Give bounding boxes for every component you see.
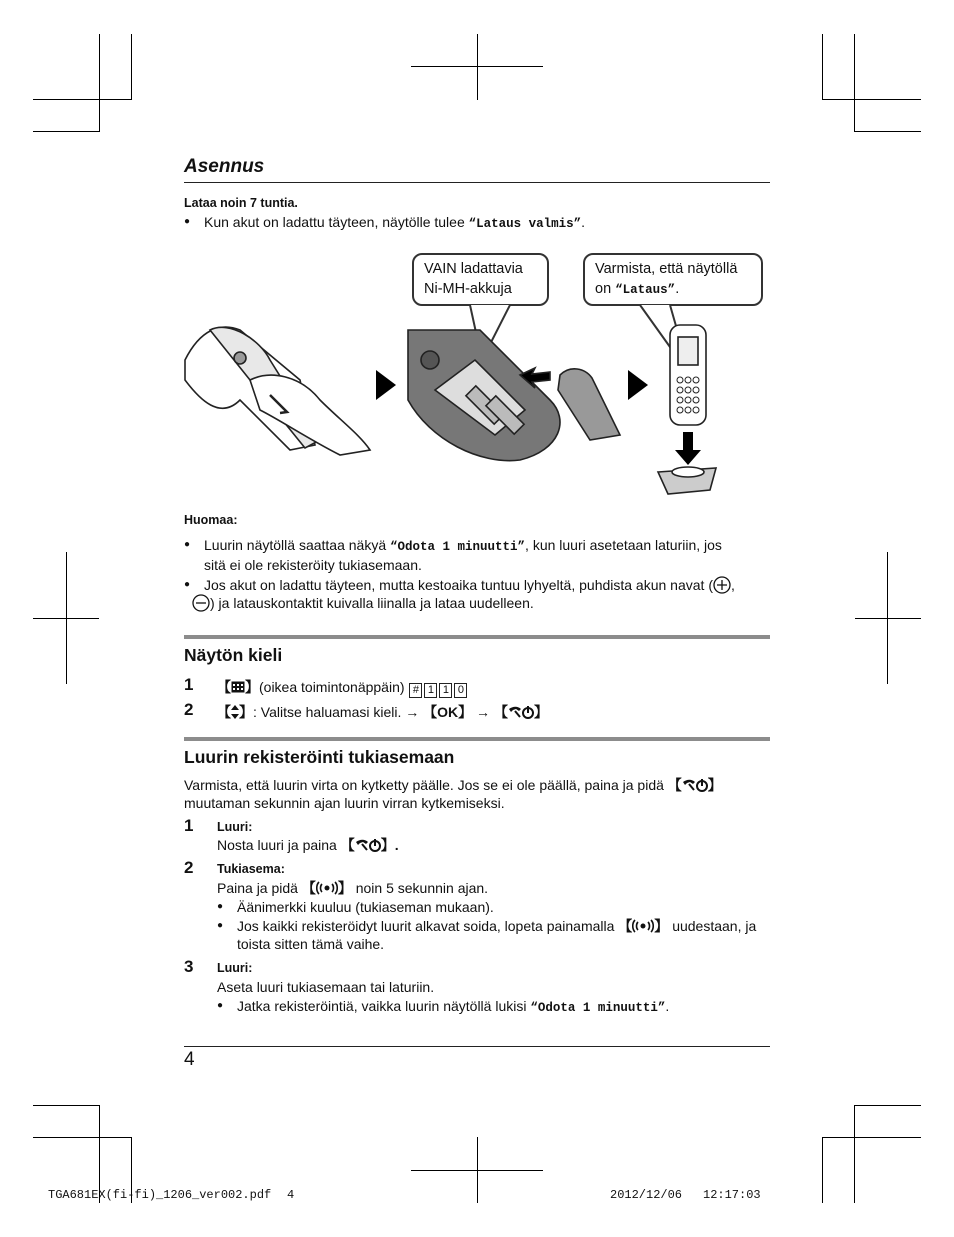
callout-battery-line1: VAIN ladattavia (424, 261, 523, 277)
callout-battery-line2: Ni-MH-akkuja (424, 281, 512, 297)
note-1-line2: sitä ei ole rekisteröity tukiasemaan. (204, 557, 422, 573)
off-power-key-icon (682, 778, 708, 792)
off-power-key-icon (508, 705, 534, 719)
registration-step-2-suffix: noin 5 sekunnin ajan. (355, 880, 489, 896)
language-step-1: 【 】(oikea toimintonäppäin) # 1 1 0 (217, 678, 468, 698)
callout-charging-check (583, 253, 763, 306)
step-arrow-1-icon (376, 370, 396, 400)
header-rule (184, 182, 770, 183)
language-section-title: Näytön kieli (184, 645, 283, 665)
ok-key: OK (437, 704, 459, 720)
registration-step-2-label: Tukiasema: (217, 862, 285, 876)
print-footer-file: TGA681EX(fi-fi)_1206_ver002.pdf (48, 1188, 272, 1202)
note-2-line2: ) ja latauskontaktit kuivalla liinalla ja lataa uudelleen. (210, 595, 534, 611)
language-step-2: 【 】: Valitse haluamasi kieli. → 【OK】 → 【 】 (217, 704, 548, 720)
registration-step-2-bullet-2-suffix: uudestaan, ja (672, 918, 757, 934)
print-footer-page: 4 (287, 1188, 295, 1202)
registration-step-3-number: 3 (184, 957, 194, 976)
step-arrow-2-icon (628, 370, 648, 400)
callout-battery-type (412, 253, 549, 306)
registration-step-3-bullet-text: Jatka rekisteröintiä, vaikka luurin näytöllä lukisi (237, 998, 531, 1014)
registration-step-2-number: 2 (184, 858, 194, 877)
locator-key-icon (316, 881, 338, 895)
callout-check-prefix: on (595, 281, 616, 297)
note-2 (204, 576, 735, 612)
registration-step-2-bullet-2-line2: toista sitten tämä vaihe. (237, 936, 385, 952)
key-hash: # (409, 683, 422, 698)
registration-step-3-text: Aseta luuri tukiasemaan tai laturiin. (217, 979, 435, 995)
footer-rule (184, 1046, 770, 1047)
up-down-nav-icon (231, 705, 239, 719)
key-1b: 1 (439, 683, 452, 698)
print-footer-time: 12:17:03 (703, 1188, 761, 1202)
note-1-suffix: , kun luuri asetetaan laturiin, jos (525, 537, 722, 553)
registration-intro-line2: muutaman sekunnin ajan luurin virran kytkemiseksi. (184, 795, 505, 811)
registration-step-3-code: “Odota 1 minuutti” (530, 1001, 666, 1015)
key-1a: 1 (424, 683, 437, 698)
arrow-right-icon-2: → (476, 704, 491, 720)
language-section-bar (184, 635, 770, 639)
registration-step-3-bullet-1 (237, 997, 669, 1017)
registration-step-2-text: Paina ja pidä (217, 880, 298, 896)
locator-key-icon (632, 919, 654, 933)
hand-opening-battery-cover-image (185, 327, 370, 455)
language-step-2-text: : Valitse haluamasi kieli. (253, 704, 402, 720)
print-footer-date: 2012/12/06 (610, 1188, 683, 1202)
registration-step-2-bullet-2: ● Jos kaikki rekisteröidyt luurit alkavat soida, lopeta painamalla 【 】 uudestaan, ja toista sitten tämä vaihe. (237, 917, 756, 953)
language-step-2-number: 2 (184, 700, 194, 719)
registration-step-1: Nosta luuri ja paina 【 】. (217, 837, 399, 853)
registration-step-2-bullet-2-text: Jos kaikki rekisteröidyt luurit alkavat soida, lopeta painamalla (237, 918, 615, 934)
charge-status-code: “Lataus valmis” (468, 217, 582, 231)
page-number: 4 (184, 1049, 195, 1070)
registration-step-2: Paina ja pidä 【 】 noin 5 sekunnin ajan. (217, 880, 489, 896)
menu-key-icon (231, 681, 245, 693)
registration-step-1-text: Nosta luuri ja paina (217, 837, 337, 853)
handset-on-charger-image (658, 325, 716, 494)
note-1 (204, 536, 722, 574)
registration-step-3-suffix: . (665, 998, 670, 1014)
handset-battery-compartment-image (408, 330, 560, 461)
charge-bullet-text: Kun akut on ladattu täyteen, näytölle tulee (204, 214, 469, 230)
notes-heading: Huomaa: (184, 513, 238, 527)
section-title: Asennus (184, 156, 265, 177)
callout-check-line1: Varmista, että näytöllä (595, 261, 738, 277)
key-0: 0 (454, 683, 467, 698)
registration-intro: Varmista, että luurin virta on kytketty päälle. Jos se ei ole päällä, paina ja pidä 【 】 muutaman sekunnin ajan luurin virran kytkemiseksi. (184, 777, 722, 811)
arrow-right-icon: → (405, 704, 420, 720)
installation-illustration (180, 300, 720, 500)
callout-check-code: “Lataus” (615, 283, 676, 297)
language-step-1-number: 1 (184, 675, 194, 694)
note-1-code: “Odota 1 minuutti” (390, 540, 526, 554)
registration-step-3-label: Luuri: (217, 961, 253, 975)
off-power-key-icon (355, 838, 381, 852)
callout-check-suffix: . (675, 281, 680, 297)
registration-step-2-bullet-1: ● Äänimerkki kuuluu (tukiaseman mukaan). (237, 898, 494, 916)
registration-step-1-label: Luuri: (217, 820, 253, 834)
note-1-text: Luurin näytöllä saattaa näkyä (204, 537, 391, 553)
registration-step-1-number: 1 (184, 816, 194, 835)
minus-terminal-icon (192, 594, 210, 612)
registration-section-bar (184, 737, 770, 741)
note-2-comma: , (730, 577, 735, 593)
plus-terminal-icon (713, 576, 731, 594)
charge-bullet-suffix: . (581, 214, 586, 230)
note-2-text: Jos akut on ladattu täyteen, mutta kestoaika tuntuu lyhyeltä, puhdista akun navat ( (204, 577, 713, 593)
registration-intro-line1: Varmista, että luurin virta on kytketty päälle. Jos se ei ole päällä, paina ja pidä (184, 777, 664, 793)
registration-section-title: Luurin rekisteröinti tukiasemaan (184, 747, 455, 767)
language-step-1-text: (oikea toimintonäppäin) (259, 679, 405, 695)
charge-heading: Lataa noin 7 tuntia. (184, 196, 298, 210)
charge-bullet (204, 213, 585, 233)
